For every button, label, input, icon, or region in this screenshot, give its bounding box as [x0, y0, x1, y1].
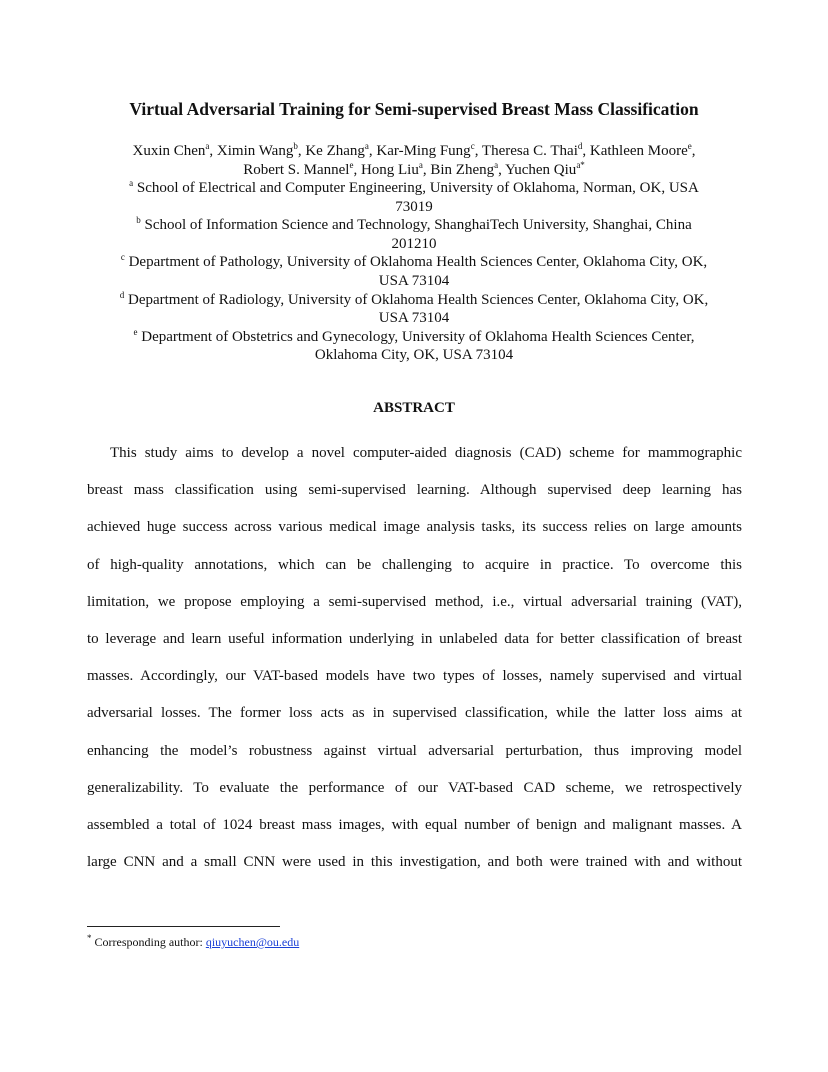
author-separator: ,: [422, 161, 431, 178]
affiliation-d-line-2: USA 73104: [378, 310, 450, 327]
author-affiliation-mark: a*: [576, 159, 585, 170]
affiliation-b-line-2: 201210: [391, 235, 437, 252]
affiliation-text: Department of Pathology, University of Oklahoma Health Sciences Center, Oklahoma City, OK,: [128, 254, 708, 271]
author-name: Hong Liu: [360, 161, 419, 178]
author-separator: ,: [691, 143, 696, 159]
abstract-line: This study aims to develop a novel computer-aided diagnosis (CAD) scheme for mammographic: [110, 445, 742, 461]
affiliation-text: Department of Radiology, University of Oklahoma Health Sciences Center, Oklahoma City, OK,: [128, 291, 709, 308]
abstract-line: achieved huge success across various medical image analysis tasks, its success relies on large amounts: [87, 519, 742, 536]
abstract-line: of high-quality annotations, which can be challenging to acquire in practice. To overcome this: [87, 556, 742, 573]
author-separator: ,: [297, 143, 306, 159]
affiliation-mark: a: [129, 178, 134, 188]
author-affiliation-mark: e: [349, 159, 354, 170]
corresponding-author-footnote: [87, 934, 299, 950]
author-separator: ,: [209, 143, 217, 159]
author-separator: ,: [582, 143, 590, 159]
abstract-line: enhancing the model’s robustness against virtual adversarial perturbation, thus improving model: [87, 742, 742, 759]
paper-title: Virtual Adversarial Training for Semi-supervised Breast Mass Classification: [129, 99, 699, 119]
affiliation-text: School of Information Science and Technology, ShanghaiTech University, Shanghai, China: [144, 217, 692, 234]
affiliation-b-line-1: [80, 216, 748, 235]
footnote-label: Corresponding author:: [94, 935, 206, 949]
footnote-divider: [87, 926, 280, 927]
author-separator: ,: [353, 161, 361, 178]
author-email-link[interactable]: qiuyuchen@ou.edu: [205, 935, 300, 949]
author-line-1: [70, 142, 758, 161]
author-name: Robert S. Mannel: [243, 161, 350, 178]
affiliation-mark: b: [136, 215, 141, 226]
affiliation-e-line-1: [80, 328, 748, 347]
abstract-line: masses. Accordingly, our VAT-based models have two types of losses, namely supervised and virtual: [87, 668, 742, 685]
affiliation-d-line-1: [80, 291, 748, 310]
author-name: Theresa C. Thai: [481, 143, 578, 159]
affiliation-list: [80, 179, 748, 365]
abstract-line: adversarial losses. The former loss acts as in supervised classification, while the latter loss aims at: [87, 705, 742, 722]
author-separator: ,: [474, 143, 482, 159]
author-name: Yuchen Qiu: [505, 161, 577, 178]
affiliation-c-line-2: USA 73104: [378, 272, 450, 289]
affiliation-mark: c: [120, 252, 125, 263]
abstract-line: breast mass classification using semi-supervised learning. Although supervised deep learning has: [87, 482, 742, 499]
author-separator: ,: [498, 161, 506, 178]
affiliation-mark: e: [133, 326, 138, 337]
author-affiliation-mark: a: [494, 159, 499, 170]
abstract-line: assembled a total of 1024 breast mass images, with equal number of benign and malignant masses. A: [87, 817, 742, 834]
affiliation-a-line-1: [80, 179, 748, 198]
author-name: Kar-Ming Fung: [376, 143, 471, 159]
author-list: [70, 142, 758, 179]
abstract-heading: ABSTRACT: [373, 400, 455, 416]
affiliation-mark: d: [119, 289, 125, 300]
abstract-line: large CNN and a small CNN were used in this investigation, and both were trained with and without: [87, 854, 742, 871]
abstract-line: to leverage and learn useful information underlying in unlabeled data for better classification of breast: [87, 631, 742, 648]
author-name: Xuxin Chen: [132, 143, 206, 159]
abstract-line: generalizability. To evaluate the performance of our VAT-based CAD scheme, we retrospectively: [87, 779, 742, 796]
affiliation-text: Department of Obstetrics and Gynecology, University of Oklahoma Health Sciences Center,: [141, 328, 695, 345]
author-affiliation-mark: a: [205, 141, 210, 151]
author-affiliation-mark: d: [577, 141, 583, 151]
author-name: Bin Zheng: [430, 161, 495, 178]
author-affiliation-mark: a: [364, 141, 369, 151]
author-name: Kathleen Moore: [589, 143, 688, 159]
abstract-body: [87, 435, 742, 881]
author-affiliation-mark: a: [418, 159, 423, 170]
author-separator: ,: [368, 143, 377, 159]
author-affiliation-mark: c: [470, 141, 475, 151]
affiliation-e-line-2: Oklahoma City, OK, USA 73104: [314, 347, 514, 364]
author-affiliation-mark: b: [293, 141, 298, 151]
affiliation-text: School of Electrical and Computer Engineering, University of Oklahoma, Norman, OK, USA: [136, 180, 699, 196]
author-line-2: [70, 161, 758, 180]
author-affiliation-mark: e: [687, 141, 692, 151]
affiliation-a-line-2: 73019: [395, 198, 433, 215]
author-name: Ke Zhang: [305, 143, 365, 159]
footnote-mark: *: [87, 933, 92, 943]
affiliation-c-line-1: [80, 253, 748, 272]
author-name: Ximin Wang: [216, 143, 294, 159]
abstract-line: limitation, we propose employing a semi-supervised method, i.e., virtual adversarial training (VAT),: [87, 593, 742, 610]
